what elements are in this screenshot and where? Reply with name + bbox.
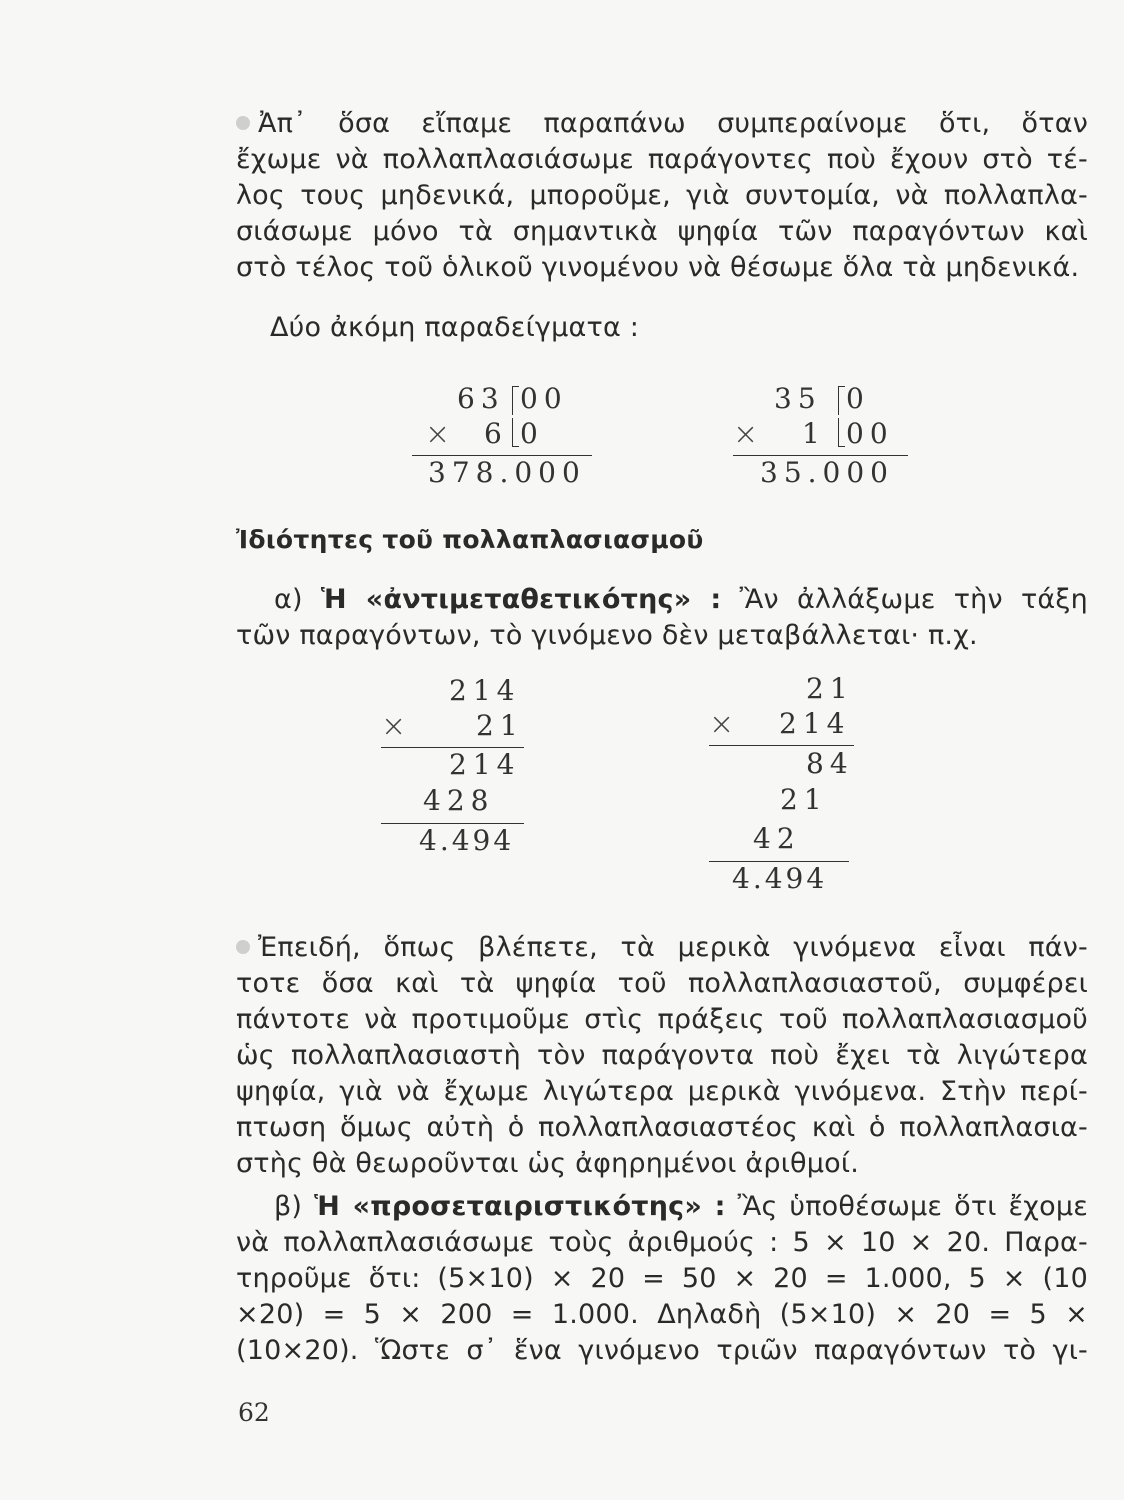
partial-product: 428 xyxy=(423,784,495,817)
paragraph-line: ×20) = 5 × 200 = 1.000. Δηλαδὴ (5×10) × 20 = 5 × xyxy=(236,1299,1088,1330)
paragraph-line: σιάσωμε μόνο τὰ σημαντικὰ ψηφία τῶν παραγόντων καὶ xyxy=(236,216,1088,247)
property-a xyxy=(236,582,1088,654)
partial-product: 21 xyxy=(780,783,828,816)
paragraph-line xyxy=(236,106,1088,142)
multiplier-significant: 6 xyxy=(484,417,508,450)
paragraph-line: ὡς πολλαπλασιαστὴ τὸν παράγοντα ποὺ ἔχει τὰ λιγώτερα xyxy=(236,1040,1088,1071)
times-sign: × xyxy=(733,417,759,452)
section-heading: Ἰδιότητες τοῦ πολλαπλασιασμοῦ xyxy=(236,525,704,554)
paragraph-line: πτωση ὅμως αὐτὴ ὁ πολλαπλασιαστέος καὶ ὁ πολλαπλασια- xyxy=(236,1112,1088,1143)
multiplicand: 21 xyxy=(806,672,854,705)
product-result: 4.494 xyxy=(732,862,828,895)
partial-products-paragraph xyxy=(236,930,1088,1182)
product-result: 35.000 xyxy=(760,456,894,489)
property-label: Ἡ «ἀντιμεταθετικότης» : xyxy=(320,584,722,615)
bullet-icon xyxy=(236,940,250,954)
paragraph-line: στὸ τέλος τοῦ ὁλικοῦ γινομένου νὰ θέσωμε ὅλα τὰ μηδενικά. xyxy=(236,252,1080,283)
property-b xyxy=(236,1189,1088,1369)
bullet-icon xyxy=(236,116,250,130)
partial-product: 214 xyxy=(449,748,521,781)
property-b-line1 xyxy=(236,1189,1088,1225)
bracket xyxy=(838,386,845,415)
product-line xyxy=(709,745,854,746)
paragraph-line: τοτε ὅσα καὶ τὰ ψηφία τοῦ πολλαπλασιαστοῦ, συμφέρει xyxy=(236,968,1088,999)
property-label: Ἡ «προσεταιριστικότης» : xyxy=(314,1191,726,1222)
paragraph-line: πάντοτε νὰ προτιμοῦμε στὶς πράξεις τοῦ πολλαπλασιασμοῦ xyxy=(236,1004,1088,1035)
property-a-line1 xyxy=(236,582,1088,618)
property-marker: β) xyxy=(274,1191,303,1222)
bracket xyxy=(512,386,519,415)
paragraph-line: ψηφία, γιὰ νὰ ἔχωμε λιγώτερα μερικὰ γινόμενα. Στὴν περί- xyxy=(236,1076,1088,1107)
paragraph-line: ἔχωμε νὰ πολλαπλασιάσωμε παράγοντες ποὺ ἔχουν στὸ τέ- xyxy=(236,144,1088,175)
paragraph-line: νὰ πολλαπλασιάσωμε τοὺς ἀριθμούς : 5 × 10 × 20. Παρα- xyxy=(236,1227,1088,1258)
intro-paragraph xyxy=(236,106,1088,286)
multiplier-zeros: 0 xyxy=(520,417,544,450)
property-a-line2: τῶν παραγόντων, τὸ γινόμενο δὲν μεταβάλλεται· π.χ. xyxy=(236,620,978,651)
times-sign: × xyxy=(381,709,407,744)
property-text: Ἂν ἀλλάξωμε τὴν τάξη xyxy=(739,584,1088,615)
multiplier: 214 xyxy=(779,707,851,740)
times-sign: × xyxy=(425,417,451,452)
product-result: 378.000 xyxy=(428,456,586,489)
bracket xyxy=(512,418,519,447)
page-number: 62 xyxy=(238,1398,270,1427)
paragraph-line xyxy=(236,930,1088,966)
paragraph-line: στὴς θὰ θεωροῦνται ὡς ἀφηρημένοι ἀριθμοί. xyxy=(236,1148,859,1179)
multiplicand-significant: 63 xyxy=(457,382,505,415)
bracket xyxy=(838,418,845,447)
product-result: 4.494 xyxy=(419,824,515,857)
paragraph-line: λος τους μηδενικά, μποροῦμε, γιὰ συντομία, νὰ πολλαπλα- xyxy=(236,180,1088,211)
multiplier-significant: 1 xyxy=(802,417,826,450)
multiplier-zeros: 00 xyxy=(846,417,894,450)
paragraph-line: (10×20). Ὥστε σ᾽ ἕνα γινόμενο τριῶν παραγόντων τὸ γι- xyxy=(236,1335,1088,1366)
examples-intro: Δύο ἀκόμη παραδείγματα : xyxy=(270,312,640,343)
partial-product: 42 xyxy=(753,822,801,855)
multiplicand-significant: 35 xyxy=(774,382,822,415)
multiplier: 21 xyxy=(476,709,524,742)
multiplicand-zeros: 00 xyxy=(520,382,568,415)
property-text: Ἂς ὑποθέσωμε ὅτι ἔχομε xyxy=(737,1191,1088,1222)
multiplicand-zeros: 0 xyxy=(846,382,870,415)
partial-product: 84 xyxy=(806,747,854,780)
times-sign: × xyxy=(709,707,735,742)
line-text: Ἐπειδή, ὅπως βλέπετε, τὰ μερικὰ γινόμενα εἶναι πάν- xyxy=(258,932,1088,963)
multiplicand: 214 xyxy=(449,674,521,707)
line-text: Ἀπ᾽ ὅσα εἴπαμε παραπάνω συμπεραίνομε ὅτι, ὅταν xyxy=(258,108,1088,139)
property-marker: α) xyxy=(274,584,303,615)
paragraph-line: τηροῦμε ὅτι: (5×10) × 20 = 50 × 20 = 1.000, 5 × (10 xyxy=(236,1263,1088,1294)
